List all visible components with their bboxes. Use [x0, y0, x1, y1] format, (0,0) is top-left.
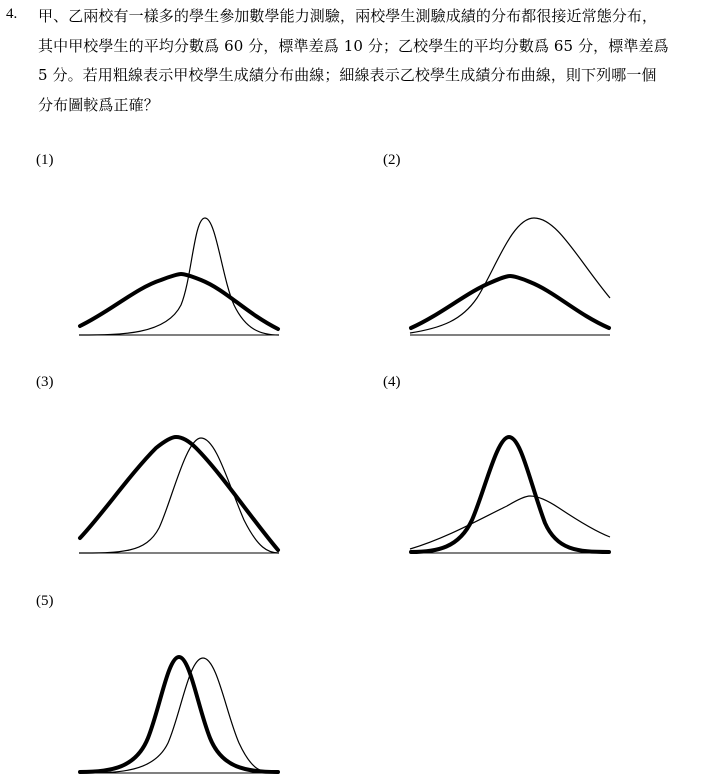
option-5-thin-curve	[79, 658, 279, 773]
option-5-plot	[76, 648, 282, 778]
option-3-plot	[76, 428, 282, 558]
question-number: 4.	[6, 6, 18, 22]
question-line-1: 甲、乙兩校有一樣多的學生參加數學能力測驗，兩校學生測驗成績的分布都很接近常態分布，	[38, 7, 658, 25]
option-2-label: (2)	[383, 152, 401, 168]
option-5-label: (5)	[36, 593, 54, 609]
option-5-thick-curve	[80, 657, 278, 772]
option-2-thick-curve	[411, 276, 609, 328]
option-4-plot	[407, 428, 613, 558]
question-text	[38, 2, 720, 120]
option-3-thick-curve	[80, 437, 278, 550]
option-3-label: (3)	[36, 374, 54, 390]
option-4-thick-curve	[411, 437, 609, 552]
option-1-thin-curve	[79, 218, 279, 335]
option-1-label: (1)	[36, 152, 54, 168]
question-line-4: 分布圖較爲正確？	[38, 95, 159, 114]
option-1-plot	[76, 210, 282, 340]
question-line-3: 5 分。若用粗線表示甲校學生成績分布曲線；細線表示乙校學生成績分布曲線，則下列哪一個	[38, 66, 657, 84]
question-line-2: 其中甲校學生的平均分數爲 60 分，標準差爲 10 分；乙校學生的平均分數爲 65 分，標準差爲	[38, 36, 669, 55]
option-3-thin-curve	[79, 438, 279, 553]
option-4-thin-curve	[410, 496, 610, 549]
option-2-plot	[407, 210, 613, 340]
option-1-thick-curve	[80, 274, 278, 329]
option-4-label: (4)	[383, 374, 401, 390]
